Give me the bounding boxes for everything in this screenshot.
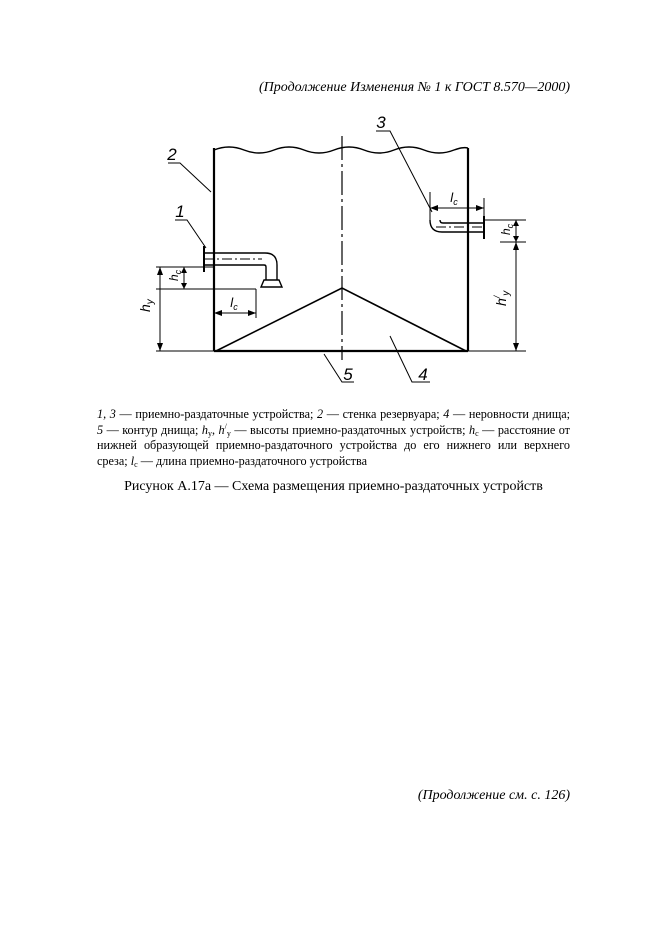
label-hy: $h_y$ bbox=[137, 299, 156, 312]
bottom-irregularity bbox=[216, 288, 466, 351]
callout-1: 1 bbox=[175, 202, 185, 221]
label-hy-prime: $h^/_y$ bbox=[492, 290, 512, 306]
callout-2: 2 bbox=[167, 145, 177, 164]
callout-4: 4 bbox=[418, 365, 428, 384]
page-header-continuation: (Продолжение Изменения № 1 к ГОСТ 8.570—2000) bbox=[259, 80, 570, 95]
figure-legend: 1, 3 — приемно-раздаточные устройства; 2 — стенка резервуара; 4 — неровности днища; 5 — контур днища; $h_y$, $h^/_y$ — высоты приемно-раздаточных устройств; $h_c$ — расстояние от нижней образующей приемно-раздаточного устройства до его нижнего или верхнего среза; $l_c$ — длина приемно-раздаточного устройства bbox=[97, 407, 570, 469]
label-lc-right: $l_c$ bbox=[450, 190, 458, 207]
tank-diagram bbox=[120, 108, 540, 398]
label-lc-left: $l_c$ bbox=[230, 295, 238, 312]
callout-5: 5 bbox=[343, 365, 353, 384]
leader-1 bbox=[175, 220, 206, 248]
figure-title: Рисунок А.17а — Схема размещения приемно-раздаточных устройств bbox=[124, 479, 543, 494]
label-hc-left: $h_c$ bbox=[167, 269, 183, 281]
top-break-line bbox=[214, 147, 468, 153]
leader-3 bbox=[376, 131, 432, 212]
callout-3: 3 bbox=[376, 113, 386, 132]
leader-2 bbox=[168, 163, 211, 192]
label-hc-right: $h_c$ bbox=[499, 223, 515, 235]
left-receiving-device bbox=[204, 246, 282, 287]
page-footer-continuation: (Продолжение см. с. 126) bbox=[417, 788, 570, 803]
right-receiving-device bbox=[430, 216, 484, 239]
